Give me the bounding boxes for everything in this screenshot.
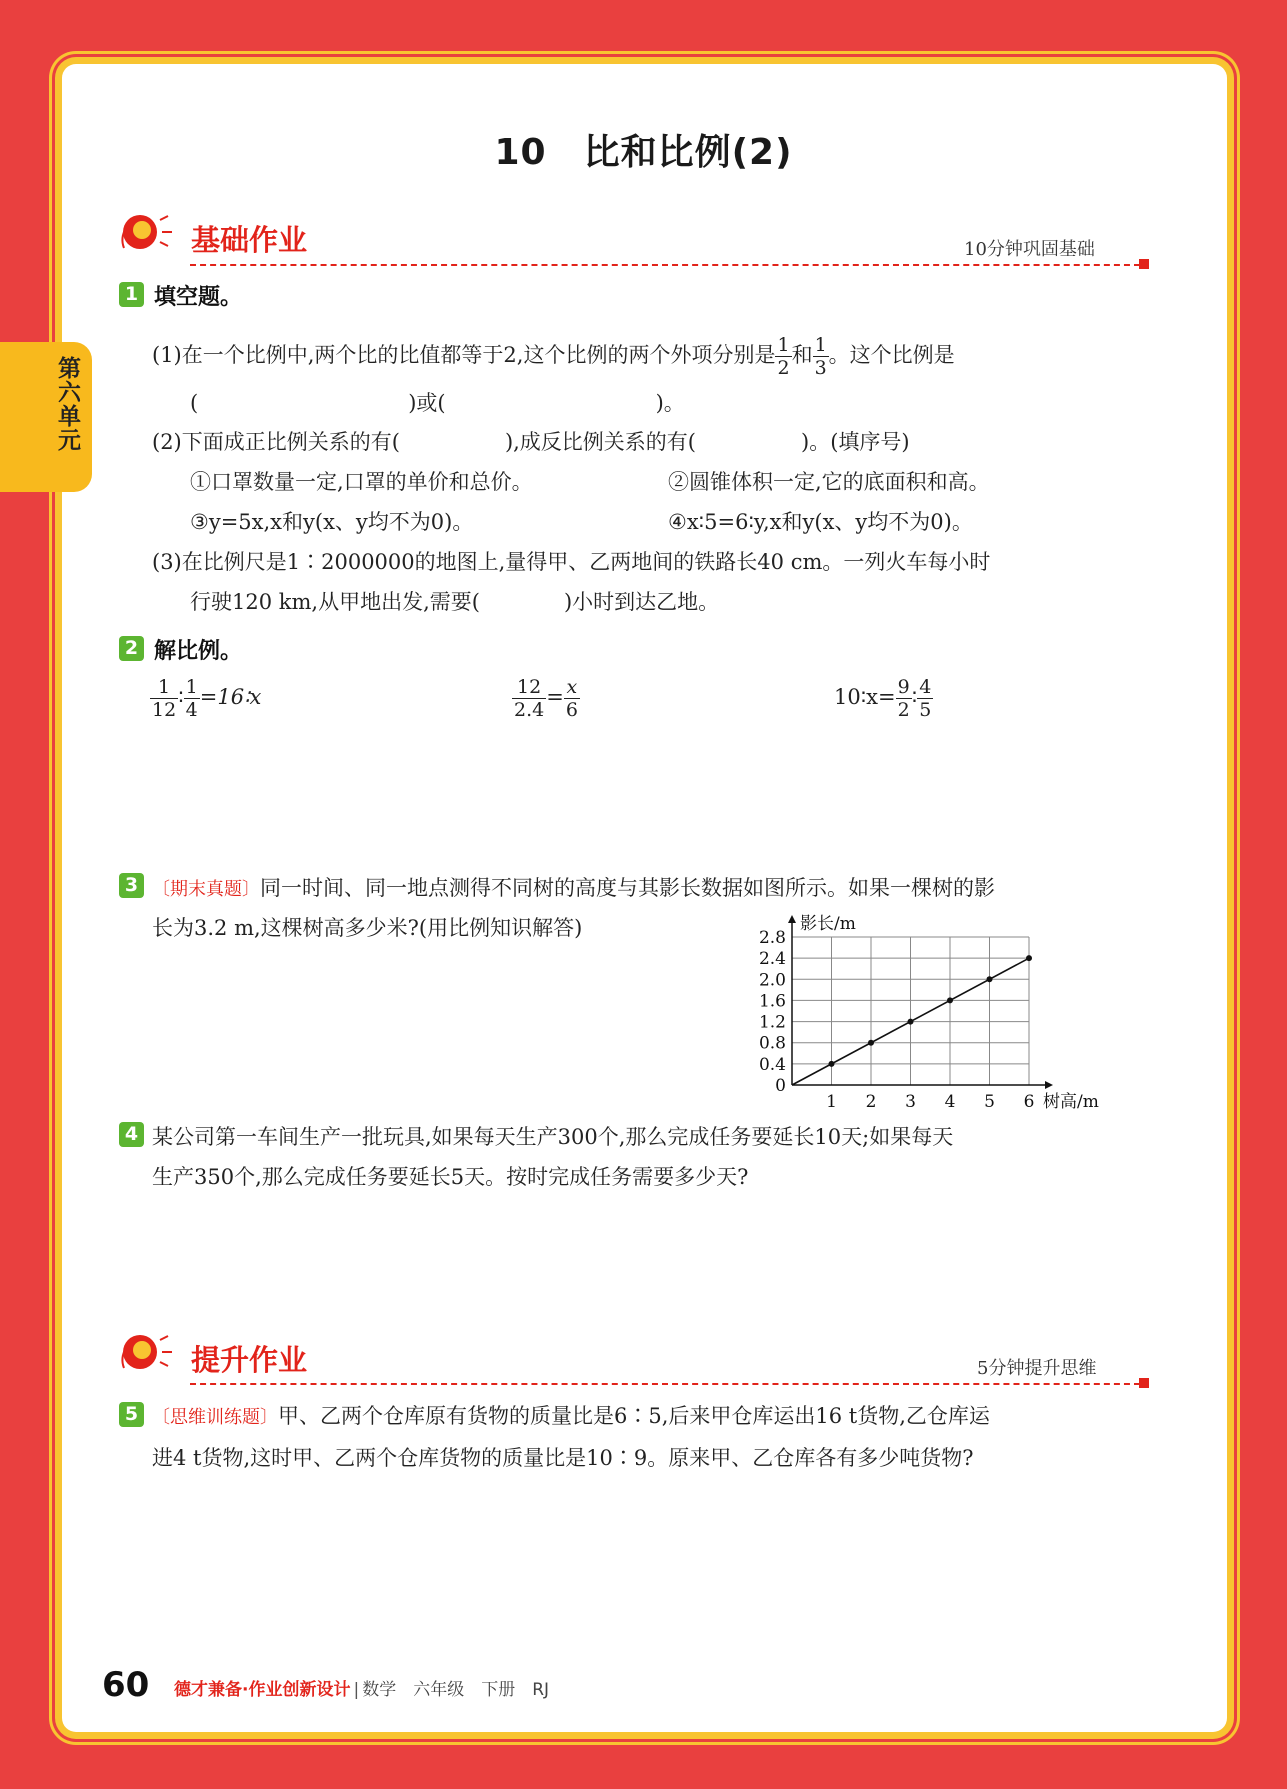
section-basic-rule-end [1139, 259, 1149, 269]
chart-y-tick-label: 2.0 [758, 970, 786, 991]
section-basic-title: 基础作业 [191, 223, 308, 257]
q5-line2: 进4 t货物,这时甲、乙两个仓库货物的质量比是10∶9。原来甲、乙仓库各有多少吨货物? [152, 1446, 974, 1470]
q1-option-2: ②圆锥体积一定,它的底面积和高。 [668, 470, 990, 494]
chart-data-point [908, 1019, 914, 1025]
balloon-icon [118, 1328, 176, 1378]
q3-line2: 长为3.2 m,这棵树高多少米?(用比例知识解答) [152, 916, 583, 940]
q1-part1-and: 和 [791, 343, 813, 367]
q2-equation-1: $\frac{1}{12}$ ∶ $\frac{1}{4}$ =16∶x [152, 676, 262, 721]
footer-book-info: 数学 六年级 下册 RJ [362, 1680, 550, 1700]
q4-line2: 生产350个,那么完成任务要延长5天。按时完成任务需要多少天? [152, 1165, 749, 1189]
q1-part2-line: (2)下面成正比例关系的有( ),成反比例关系的有( )。(填序号) [152, 430, 910, 454]
chart-data-point [868, 1040, 874, 1046]
section-basic-subtitle: 10分钟巩固基础 [964, 239, 1095, 260]
question-2-heading: 解比例。 [154, 639, 243, 664]
question-3-number: 3 [119, 873, 144, 898]
chart-x-tick-label: 1 [826, 1092, 837, 1112]
chart-y-tick-label: 2.4 [758, 949, 786, 970]
q1-part1-text-b: 。这个比例是 [828, 343, 955, 367]
chart-y-tick-label: 0 [775, 1076, 786, 1096]
question-4-number: 4 [119, 1122, 144, 1147]
q5-line1: 〔思维训练题〕甲、乙两个仓库原有货物的质量比是6∶5,后来甲仓库运出16 t货物,乙仓库运 [152, 1404, 990, 1428]
q5-tag: 〔思维训练题〕 [152, 1407, 278, 1428]
chart-x-tick-label: 4 [944, 1092, 956, 1112]
q1-part3-line1: (3)在比例尺是1∶2000000的地图上,量得甲、乙两地间的铁路长40 cm。一列火车每小时 [152, 550, 991, 574]
section-basic-header [118, 208, 308, 262]
chart-y-tick-label: 1.6 [758, 991, 786, 1012]
unit-tab-label: 第六单元 [54, 356, 80, 452]
chart-y-axis-arrow [788, 915, 796, 923]
chart-x-tick-label: 6 [1023, 1092, 1035, 1112]
q3-line1: 〔期末真题〕同一时间、同一地点测得不同树的高度与其影长数据如图所示。如果一棵树的影 [152, 876, 995, 900]
chart-data-point [947, 997, 953, 1003]
page-title: 10 比和比例(2) [494, 132, 793, 173]
chart-data-point [1026, 955, 1032, 961]
section-advanced-rule [190, 1383, 1140, 1385]
chart-y-axis-label: 影长/m [800, 914, 856, 934]
section-advanced-subtitle: 5分钟提升思维 [977, 1358, 1097, 1379]
chart-x-tick-label: 2 [865, 1092, 877, 1112]
question-5-number: 5 [119, 1402, 144, 1427]
q1-option-4: ④x∶5=6∶y,x和y(x、y均不为0)。 [668, 510, 973, 534]
balloon-icon [118, 208, 176, 258]
chart-x-tick-label: 5 [984, 1092, 995, 1112]
q1-part1-fraction-2: $\frac{1}{3}$ [814, 334, 827, 379]
chart-y-tick-label: 0.4 [758, 1054, 786, 1075]
shadow-height-chart [740, 900, 1120, 1120]
question-1-number: 1 [119, 282, 144, 307]
section-advanced-rule-end [1139, 1378, 1149, 1388]
q4-line1: 某公司第一车间生产一批玩具,如果每天生产300个,那么完成任务要延长10天;如果每天 [152, 1125, 954, 1149]
q1-part1-text-a: (1)在一个比例中,两个比的比值都等于2,这个比例的两个外项分别是 [152, 343, 776, 367]
q1-part1-fraction-1: $\frac{1}{2}$ [777, 334, 790, 379]
chart-y-tick-label: 2.8 [758, 928, 786, 948]
section-advanced-header [118, 1328, 308, 1382]
q1-part1-line2: ( )或( )。 [190, 391, 685, 415]
q1-option-1: ①口罩数量一定,口罩的单价和总价。 [190, 470, 533, 494]
q1-part3-line2: 行驶120 km,从甲地出发,需要( )小时到达乙地。 [190, 590, 720, 614]
chart-data-point [829, 1061, 835, 1067]
chart-x-axis-arrow [1045, 1081, 1053, 1089]
chart-x-tick-label: 3 [905, 1092, 916, 1112]
section-basic-rule [190, 264, 1140, 266]
q1-part1-line1 [152, 334, 955, 379]
q1-option-3: ③y=5x,x和y(x、y均不为0)。 [190, 510, 474, 534]
question-2-number: 2 [119, 636, 144, 661]
chart-data-point [987, 976, 993, 982]
q2-equation-2: $\frac{12}{2.4}$ = $\frac{x}{6}$ [514, 676, 578, 721]
page-number: 60 [102, 1665, 150, 1705]
chart-y-tick-label: 0.8 [758, 1033, 786, 1054]
q2-equation-3: 10∶x= $\frac{9}{2}$ ∶ $\frac{4}{5}$ [834, 676, 932, 721]
chart-x-axis-label: 树高/m [1043, 1092, 1099, 1112]
footer-info: 德才兼备·作业创新设计 | 数学 六年级 下册 RJ [174, 1680, 550, 1700]
footer-brand: 德才兼备·作业创新设计 [174, 1680, 351, 1700]
question-1-heading: 填空题。 [154, 285, 243, 310]
section-advanced-title: 提升作业 [191, 1343, 308, 1377]
unit-tab[interactable] [0, 342, 92, 492]
chart-y-tick-label: 1.2 [758, 1012, 786, 1033]
q3-tag: 〔期末真题〕 [152, 879, 260, 900]
